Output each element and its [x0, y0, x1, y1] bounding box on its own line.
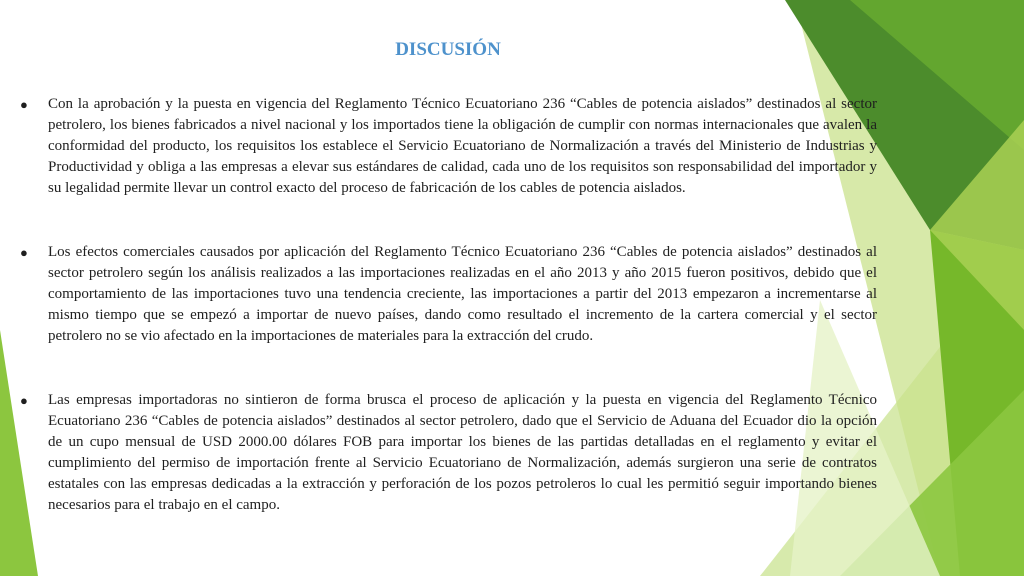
- bullet-paragraph-2: [20, 242, 877, 347]
- bullet-paragraph-1: [20, 94, 877, 199]
- bullet-paragraph-3: [20, 390, 877, 516]
- bullet-icon: ●: [20, 393, 28, 408]
- paragraph-text: Las empresas importadoras no sintieron de forma brusca el proceso de aplicación y la puesta en vigencia del Reglamento Técnico Ecuatoriano 236 “Cables de potencia aislados” destinados al sector petrolero, dado que el Servicio de Aduana del Ecuador dio la opción de un cupo mensual de USD 2000.00 dólares FOB para importar los bienes de las partidas detalladas en el reglamento y evitar el cumplimiento del permiso de importación frente al Servicio Ecuatoriano de Normalización, además surgieron una serie de contratos estatales con las empresas dedicadas a la extracción y perforación de los pozos petroleros lo cual les permitió seguir importando bienes necesarios para el trabajo en el campo.: [48, 392, 877, 513]
- bullet-icon: ●: [20, 97, 28, 112]
- bullet-list: [20, 94, 877, 516]
- paragraph-text: Con la aprobación y la puesta en vigencia del Reglamento Técnico Ecuatoriano 236 “Cables de potencia aislados” destinados al sector petrolero, los bienes fabricados a nivel nacional y los importados tiene la obligación de cumplir con normas internacionales que avalen la conformidad del producto, los requisitos los establece el Servicio Ecuatoriano de Normalización a través del Ministerio de Industrias y Productividad y obliga a las empresas a elevar sus estándares de calidad, cada uno de los requisitos son responsabilidad del importador y su legalidad permite llevar un control exacto del proceso de fabricación de los cables de potencia aislados.: [48, 96, 877, 196]
- paragraph-text: Los efectos comerciales causados por aplicación del Reglamento Técnico Ecuatoriano 236 “Cables de potencia aislados” destinados al sector petrolero según los análisis realizados a las importaciones realizadas en el año 2013 y año 2015 fueron positivos, debido que el comportamiento de las importaciones tuvo una tendencia creciente, las importaciones a partir del 2013 empezaron a incrementarse al mismo tiempo que se empezó a importar de nuevo países, dando como resultado el incremento de la cartera comercial y el sector petrolero no se vio afectado en la importaciones de materiales para la extracción del crudo.: [48, 244, 877, 344]
- page-title: DISCUSIÓN: [395, 39, 501, 60]
- bullet-icon: ●: [20, 245, 28, 260]
